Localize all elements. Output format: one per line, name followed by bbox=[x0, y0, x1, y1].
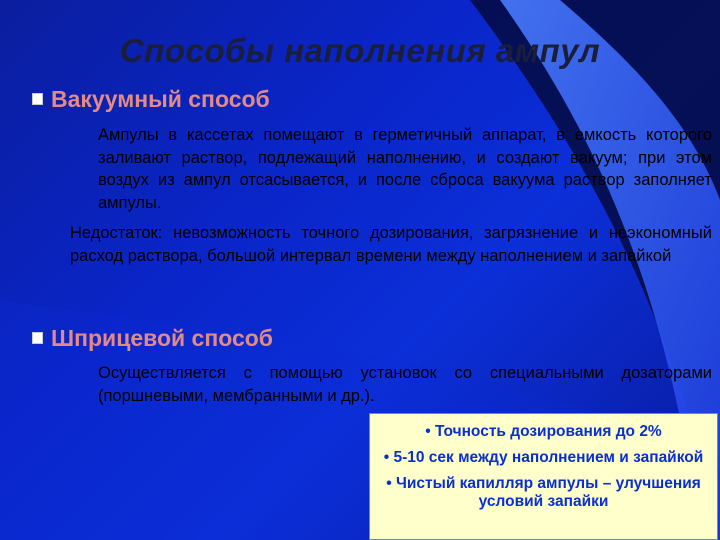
section-heading-syringe bbox=[32, 325, 273, 352]
paragraph: Осуществляется с помощью установок со специальными дозаторами (поршневыми, мембранными и др.). bbox=[98, 364, 712, 405]
syringe-description bbox=[26, 362, 712, 407]
bullet-square-icon bbox=[32, 332, 43, 344]
section-heading-vacuum bbox=[32, 86, 270, 113]
paragraph: Ампулы в кассетах помещают в герметичный аппарат, в емкость которого заливают раствор, подлежащий наполнению, и создают вакуум; при этом воздух из ампул отсасывается, и после сброса вакуума раствор заполняет ампулы. bbox=[98, 126, 712, 212]
advantages-box bbox=[369, 413, 718, 540]
vacuum-description bbox=[26, 124, 712, 214]
advantage-item: • Чистый капилляр ампулы – улучшения условий запайки bbox=[386, 475, 701, 510]
bullet-square-icon bbox=[32, 93, 43, 105]
slide-title: Способы наполнения ампул bbox=[119, 32, 601, 69]
advantage-item: • Точность дозирования до 2% bbox=[425, 423, 662, 440]
section-heading-label: Шприцевой способ bbox=[51, 325, 274, 351]
vacuum-disadvantage bbox=[26, 222, 712, 267]
section-heading-label: Вакуумный способ bbox=[51, 86, 270, 112]
paragraph: Недостаток: невозможность точного дозирования, загрязнение и неэкономный расход раствора, большой интервал времени между наполнением и запайкой bbox=[70, 224, 712, 265]
advantage-item: • 5-10 сек между наполнением и запайкой bbox=[383, 449, 704, 466]
